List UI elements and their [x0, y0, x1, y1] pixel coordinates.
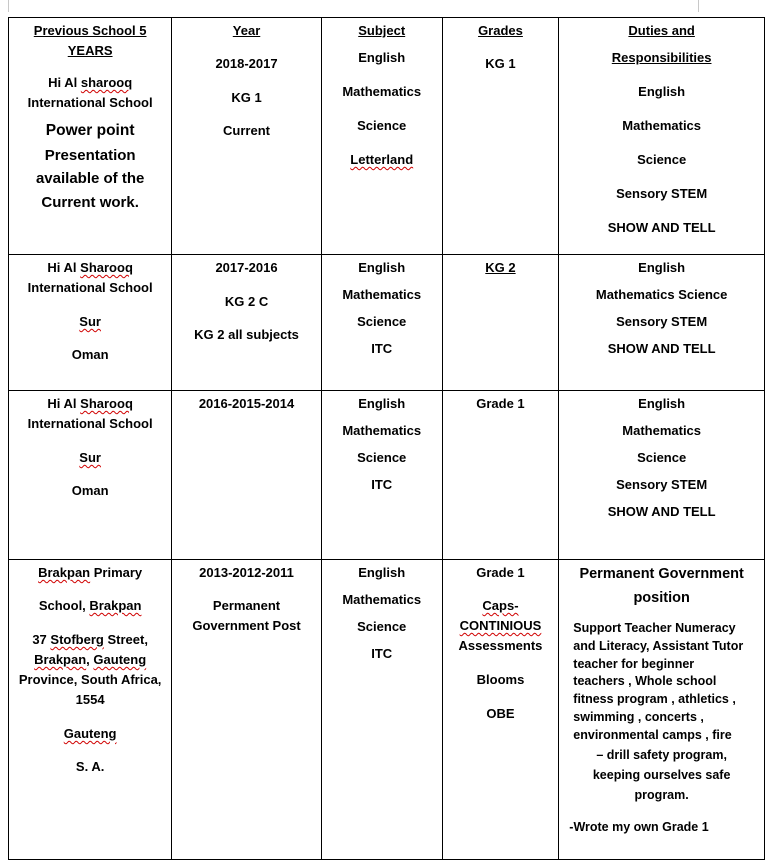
year-cell [172, 18, 322, 255]
year-class: KG 2 C [224, 294, 269, 309]
grade-value: KG 1 [485, 56, 516, 71]
subject-item: English [358, 565, 406, 580]
school-country: S. A. [75, 759, 105, 774]
grade-cell [442, 255, 559, 391]
duty-paragraph-line: Support Teacher Numeracy [573, 621, 736, 635]
school-address: 37 Stofberg Street, [32, 632, 148, 647]
header-subject: Subject [358, 23, 406, 38]
grade-value: Grade 1 [476, 565, 525, 580]
header-previous-school: Previous School 5 [33, 23, 147, 38]
duty-item: Science [637, 450, 687, 465]
header-year: Year [232, 23, 261, 38]
assessment-caps: Caps- [482, 598, 519, 613]
grade-cell [442, 560, 559, 860]
school-name-line2: School, Brakpan [38, 598, 142, 613]
page-margin-marker-right [698, 0, 699, 12]
duty-item: SHOW AND TELL [607, 220, 716, 235]
header-previous-school-years: YEARS [67, 43, 113, 58]
presentation-note-3: available of the [35, 170, 145, 187]
subject-item: Science [357, 118, 407, 133]
duty-paragraph-line: – drill safety program, [596, 747, 727, 762]
assessment-continious: CONTINIOUS [459, 618, 542, 633]
subject-item: English [358, 396, 406, 411]
year-range: 2018-2017 [215, 56, 278, 71]
table-row [9, 560, 765, 860]
school-town: Sur [79, 314, 101, 329]
year-class: KG 1 [231, 90, 262, 105]
assessment-obe: OBE [486, 706, 515, 721]
school-cell [9, 18, 172, 255]
duty-paragraph-line: keeping ourselves safe [592, 767, 731, 782]
school-cell [9, 560, 172, 860]
grade-cell [442, 391, 559, 560]
subject-item: Mathematics [342, 423, 422, 438]
presentation-note-4: Current work. [41, 193, 139, 211]
duty-item: SHOW AND TELL [607, 504, 716, 519]
duty-item: SHOW AND TELL [607, 341, 716, 356]
school-name: Hi Al sharooq [48, 75, 133, 90]
page-margin-marker-left [8, 0, 9, 12]
table-row [9, 391, 765, 560]
school-country: Oman [71, 347, 109, 362]
duty-paragraph-line: teacher for beginner [573, 656, 695, 671]
school-country: Oman [71, 483, 109, 498]
duties-cell [559, 18, 765, 255]
subject-item: Science [357, 314, 407, 329]
previous-schools-table [8, 17, 765, 860]
presentation-note-2: Presentation [44, 146, 136, 164]
year-cell [172, 560, 322, 860]
year-note: Permanent [212, 598, 281, 613]
subject-cell [321, 391, 442, 560]
presentation-note-1: Power point [45, 122, 135, 139]
duties-cell [559, 560, 765, 860]
grade-cell [442, 18, 559, 255]
subject-item: Mathematics [342, 84, 422, 99]
school-name-line2: International School [27, 280, 153, 295]
duty-item: Sensory STEM [616, 314, 708, 329]
subject-item: Science [357, 450, 407, 465]
duty-item: English [638, 84, 686, 99]
duty-paragraph-line: teachers , Whole school [573, 674, 717, 689]
year-note: KG 2 all subjects [194, 327, 299, 342]
subject-item: English [358, 260, 406, 275]
duty-paragraph-line: and Literacy, Assistant Tutor [573, 638, 744, 653]
position-title-line2: position [633, 589, 690, 606]
duty-paragraph-line: environmental camps , fire [573, 727, 732, 742]
subject-item: Mathematics [342, 592, 422, 607]
duty-item: Sensory STEM [616, 186, 708, 201]
duty-item: Mathematics Science [595, 287, 728, 302]
school-postcode: 1554 [75, 692, 105, 707]
school-province: Gauteng [63, 726, 117, 741]
subject-item: ITC [371, 477, 393, 492]
subject-item: Mathematics [342, 287, 422, 302]
table-row [9, 18, 765, 255]
school-address-line3: Province, South Africa, [18, 672, 162, 687]
header-responsibilities: Responsibilities [611, 50, 712, 65]
school-town: Sur [79, 450, 101, 465]
duties-cell [559, 255, 765, 391]
grade-value: Grade 1 [476, 396, 525, 411]
duty-item: English [638, 396, 686, 411]
school-name-line2: International School [27, 416, 153, 431]
year-note-line2: Government Post [192, 618, 301, 633]
year-range: 2016-2015-2014 [198, 396, 295, 411]
header-grades: Grades [478, 23, 523, 38]
year-range: 2013-2012-2011 [199, 565, 294, 580]
assessment-blooms: Blooms [476, 672, 525, 687]
subject-cell [321, 255, 442, 391]
school-address-line2: Brakpan, Gauteng [34, 652, 147, 667]
duty-item: Mathematics [622, 118, 702, 133]
school-name: Brakpan Primary [38, 565, 143, 580]
duty-item: Science [637, 152, 687, 167]
duty-item: Sensory STEM [616, 477, 708, 492]
subject-item: English [358, 50, 406, 65]
duty-paragraph-line: -Wrote my own Grade 1 [569, 819, 709, 834]
school-cell [9, 255, 172, 391]
year-cell [172, 255, 322, 391]
duty-item: Mathematics [622, 423, 702, 438]
header-duties: Duties and [628, 23, 695, 38]
year-range: 2017-2016 [215, 260, 278, 275]
school-name: Hi Al Sharooq [47, 396, 133, 411]
school-name: Hi Al Sharooq [47, 260, 133, 275]
grade-value: KG 2 [485, 260, 516, 275]
table-row [9, 255, 765, 391]
subject-item: Letterland [350, 152, 414, 167]
subject-item: Science [357, 619, 407, 634]
subject-item: ITC [371, 341, 393, 356]
subject-cell [321, 560, 442, 860]
year-cell [172, 391, 322, 560]
position-title: Permanent Government [579, 566, 744, 582]
duty-paragraph-line: program. [634, 787, 689, 802]
school-name-line2: International School [27, 95, 153, 110]
duty-item: English [638, 260, 686, 275]
subject-item: ITC [371, 646, 393, 661]
duty-paragraph-line: swimming , concerts , [573, 709, 704, 724]
subject-cell [321, 18, 442, 255]
duty-paragraph-line: fitness program , athletics , [573, 692, 736, 707]
year-status: Current [223, 123, 270, 138]
school-cell [9, 391, 172, 560]
assessment-label: Assessments [458, 638, 543, 653]
duties-cell [559, 391, 765, 560]
